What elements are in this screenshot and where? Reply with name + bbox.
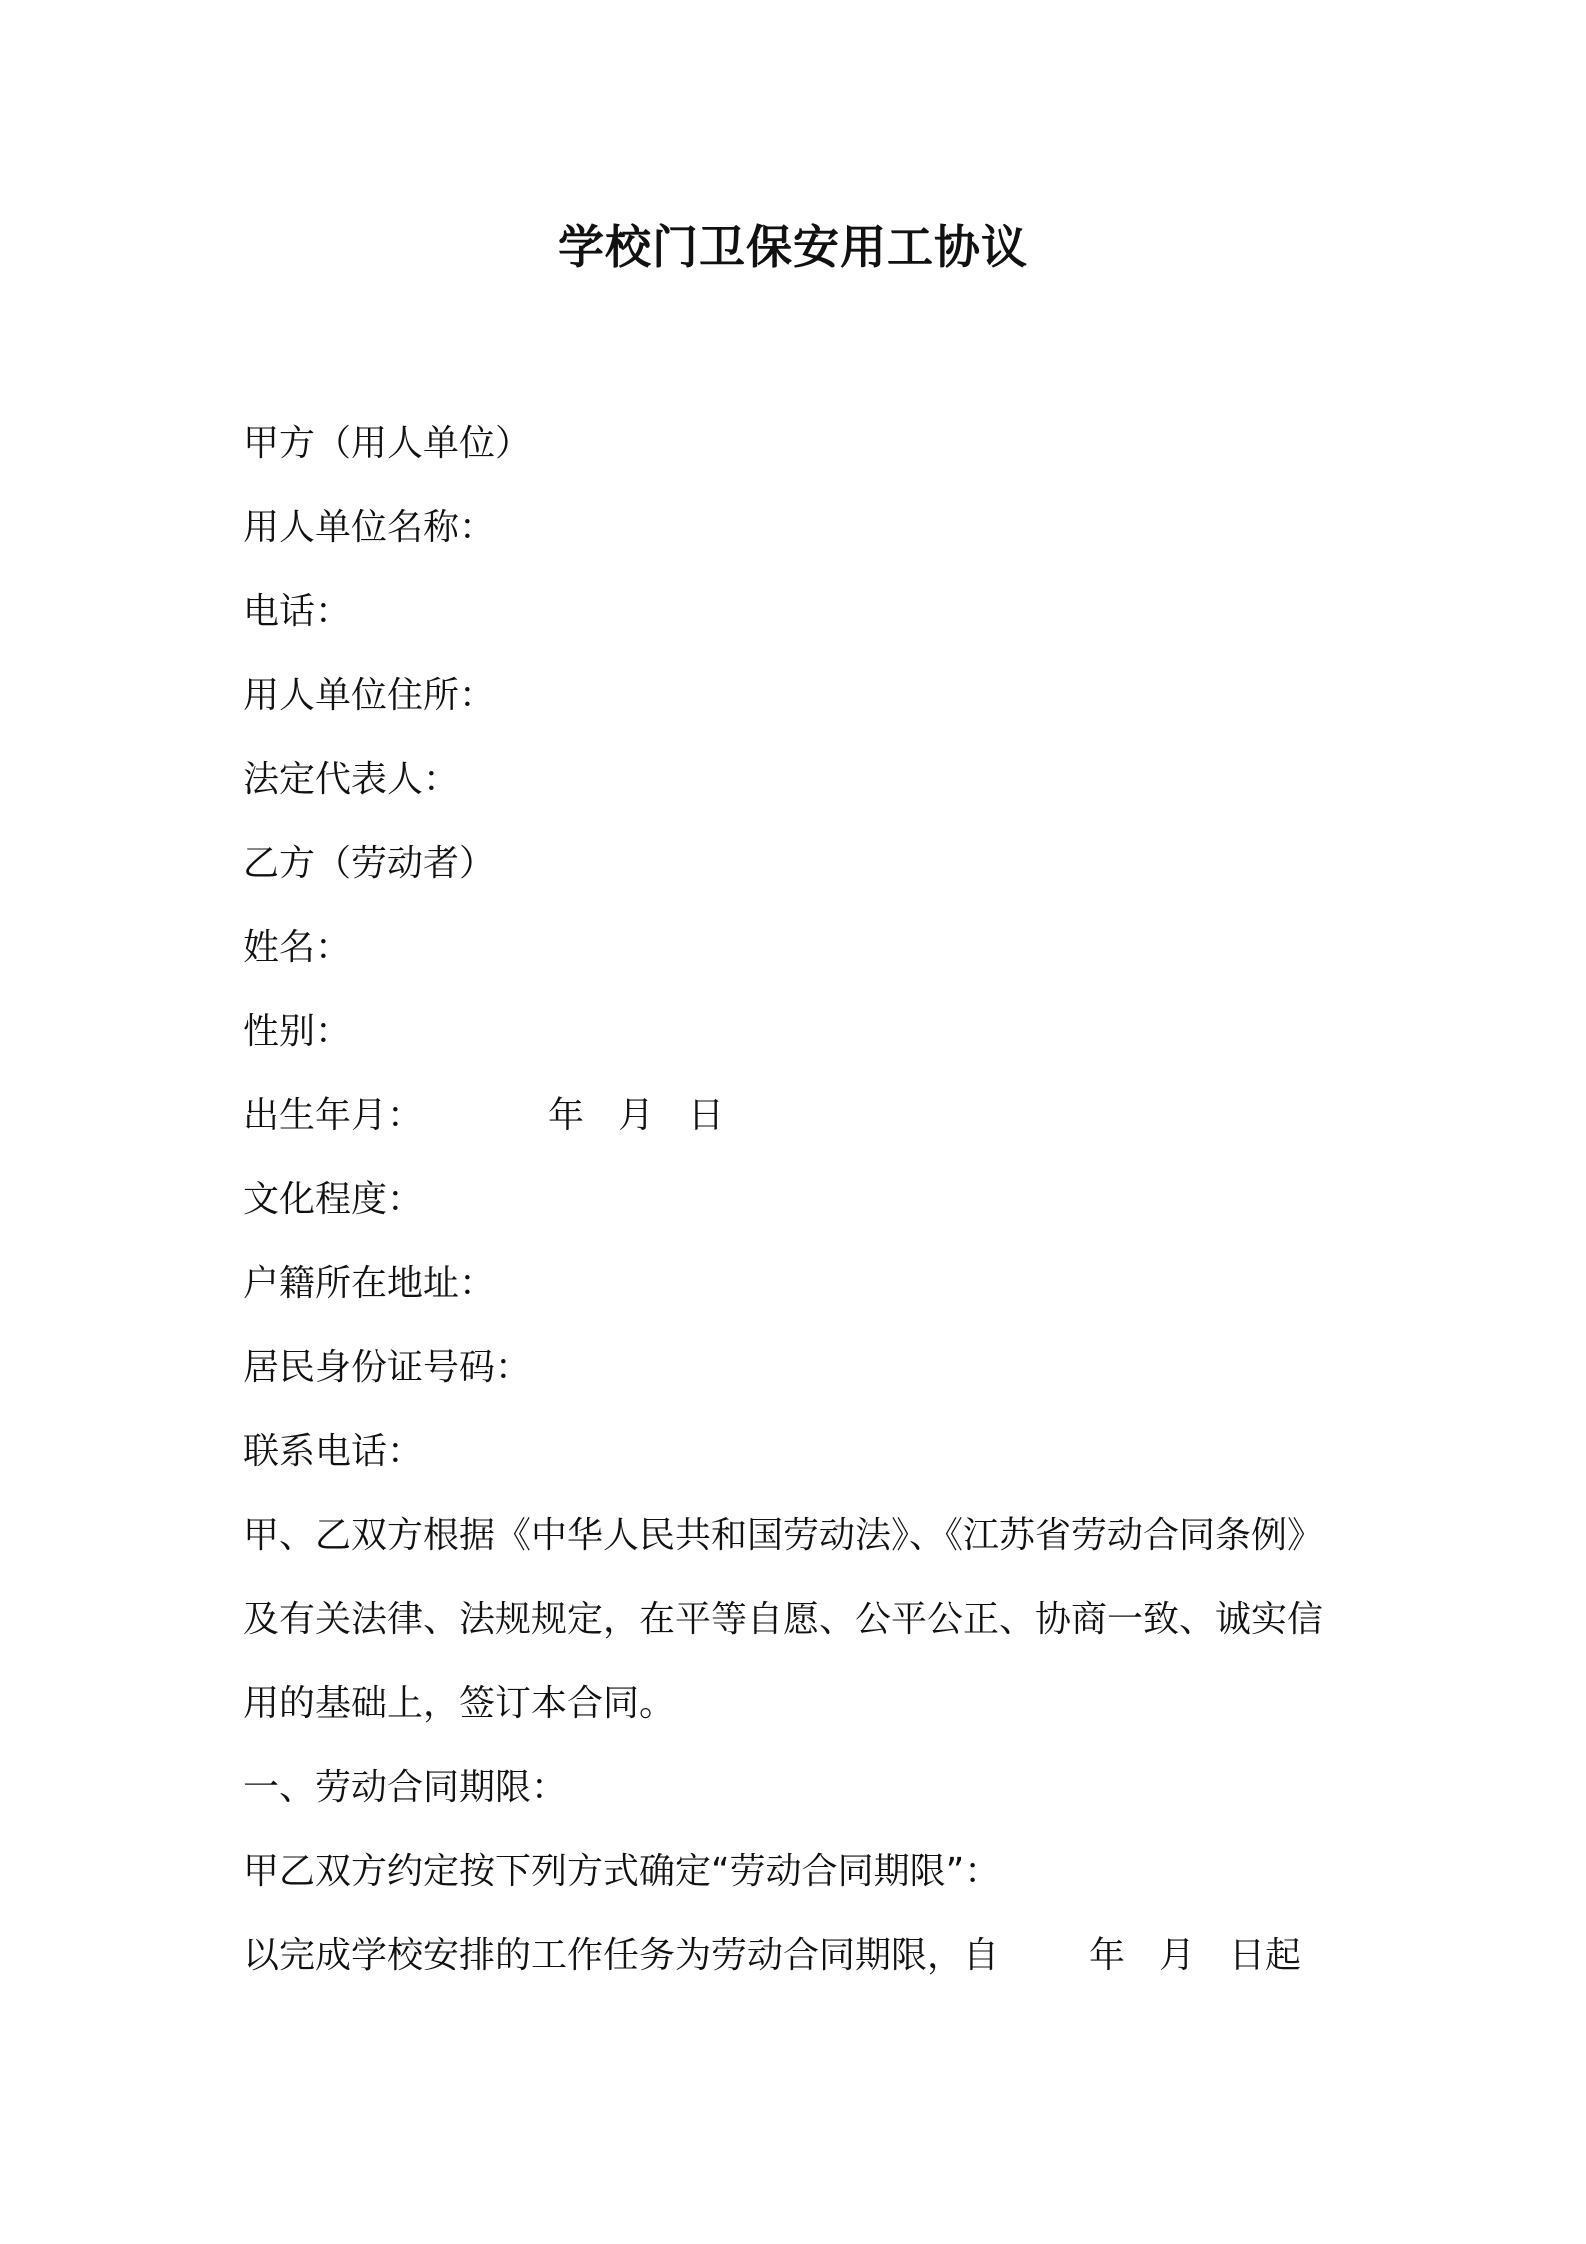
worker-name-label: 姓名： bbox=[243, 927, 352, 968]
id-number-label: 居民身份证号码： bbox=[243, 1347, 532, 1388]
party-b-heading: 乙方（劳动者） bbox=[243, 843, 496, 884]
preamble-line-3: 用的基础上，签订本合同。 bbox=[243, 1683, 676, 1724]
birth-day-unit: 日 bbox=[688, 1095, 725, 1136]
section-1-heading: 一、劳动合同期限： bbox=[243, 1767, 568, 1808]
document-title: 学校门卫保安用工协议 bbox=[558, 220, 1028, 274]
birth-date-line bbox=[243, 1074, 1363, 1158]
contract-term-text: 以完成学校安排的工作任务为劳动合同期限，自 bbox=[243, 1935, 1000, 1976]
section-1-line-1: 甲乙双方约定按下列方式确定“劳动合同期限”： bbox=[243, 1851, 1001, 1892]
worker-gender-label: 性别： bbox=[243, 1011, 352, 1052]
term-month-unit: 月 bbox=[1159, 1935, 1196, 1976]
party-a-heading: 甲方（用人单位） bbox=[243, 423, 532, 464]
employer-name-label: 用人单位名称： bbox=[243, 507, 496, 548]
term-day-unit: 日起 bbox=[1229, 1935, 1302, 1976]
employer-address-label: 用人单位住所： bbox=[243, 675, 496, 716]
birth-date-label: 出生年月： bbox=[243, 1095, 424, 1136]
preamble-line-2: 及有关法律、法规规定，在平等自愿、公平公正、协商一致、诚实信 bbox=[243, 1599, 1324, 1640]
birth-year-unit: 年 bbox=[548, 1095, 585, 1136]
employer-phone-label: 电话： bbox=[243, 591, 352, 632]
term-year-unit: 年 bbox=[1089, 1935, 1126, 1976]
birth-month-unit: 月 bbox=[618, 1095, 655, 1136]
preamble-line-1: 甲、乙双方根据《中华人民共和国劳动法》、《江苏省劳动合同条例》 bbox=[243, 1515, 1324, 1556]
document-body bbox=[243, 402, 1363, 1998]
legal-representative-label: 法定代表人： bbox=[243, 759, 460, 800]
education-label: 文化程度： bbox=[243, 1179, 424, 1220]
household-address-label: 户籍所在地址： bbox=[243, 1263, 496, 1304]
section-1-line-2 bbox=[243, 1914, 1363, 1998]
contact-phone-label: 联系电话： bbox=[243, 1431, 424, 1472]
